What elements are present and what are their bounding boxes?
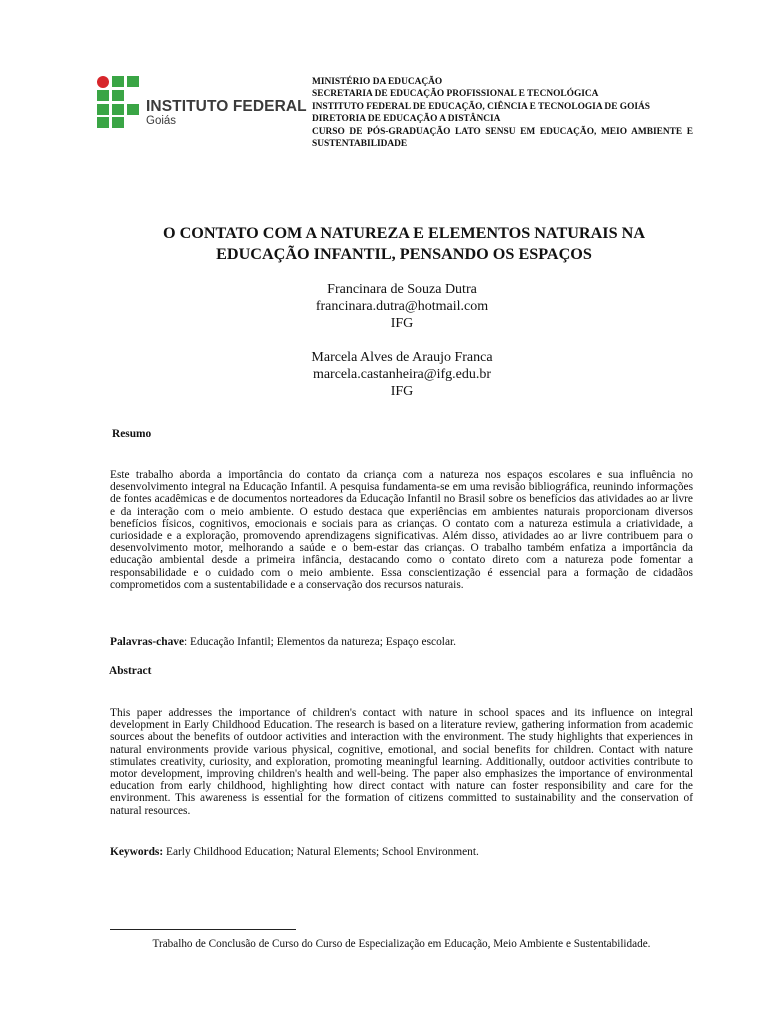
footnote-divider	[110, 929, 296, 930]
institution-logo	[97, 76, 307, 128]
resumo-text: Este trabalho aborda a importância do contato da criança com a natureza nos espaços escolares e sua influência no desenvolvimento integral na Educação Infantil. A pesquisa fundamenta-se em uma revisão bibliográfica, reunindo informações de fontes acadêmicas e de documentos norteadores da Educação Infantil no Brasil sobre os benefícios das atividades ao ar livre e da interação com o meio ambiente. O estudo destaca que experiências em ambientes naturais proporcionam diversos benefícios físicos, cognitivos, emocionais e sociais para as crianças. O contato com a natureza estimula a criatividade, a curiosidade e a exploração, promovendo aprendizagens significativas. Além disso, atividades ao ar livre contribuem para o desenvolvimento motor, melhorando a saúde e o bem-estar das crianças. O trabalho também enfatiza a importância da educação ambiental desde a primeira infância, destacando como o contato direto com a natureza pode fomentar a responsabilidade e o cuidado com o meio ambiente. Essa conscientização é essencial para a formação de cidadãos comprometidos com a sustentabilidade e a conservação dos recursos naturais.	[110, 469, 693, 591]
logo-red-dot	[97, 76, 109, 88]
institution-line: SECRETARIA DE EDUCAÇÃO PROFISSIONAL E TECNOLÓGICA	[312, 89, 599, 100]
institution-line: INSTITUTO FEDERAL DE EDUCAÇÃO, CIÊNCIA E TECNOLOGIA DE GOIÁS	[312, 101, 651, 112]
keywords-label: Keywords:	[110, 846, 164, 858]
author-affiliation: IFG	[390, 316, 414, 331]
institution-line: DIRETORIA DE EDUCAÇÃO A DISTÂNCIA	[312, 114, 501, 125]
keywords-value: Early Childhood Education; Natural Elements; School Environment.	[163, 846, 479, 858]
title-line: EDUCAÇÃO INFANTIL, PENSANDO OS ESPAÇOS	[216, 245, 592, 263]
author-block	[110, 349, 694, 400]
author-name: Marcela Alves de Araujo Franca	[311, 350, 493, 365]
institution-header	[312, 76, 693, 150]
author-block	[110, 281, 694, 332]
author-list	[110, 281, 694, 400]
institution-line: CURSO DE PÓS-GRADUAÇÃO LATO SENSU EM EDUCAÇÃO, MEIO AMBIENTE E SUSTENTABILIDADE	[312, 126, 693, 150]
keywords-label: Palavras-chave	[110, 636, 185, 648]
logo-name: INSTITUTO FEDERAL	[146, 98, 307, 115]
resumo-heading: Resumo	[112, 428, 152, 440]
abstract-heading: Abstract	[109, 665, 152, 677]
author-name: Francinara de Souza Dutra	[327, 282, 477, 297]
resumo-keywords	[110, 636, 693, 649]
title-line: O CONTATO COM A NATUREZA E ELEMENTOS NATURAIS NA	[162, 224, 646, 242]
author-email: marcela.castanheira@ifg.edu.br	[312, 367, 492, 382]
keywords-value: : Educação Infantil; Elementos da natureza; Espaço escolar.	[184, 636, 457, 648]
logo-subtitle: Goiás	[146, 115, 177, 127]
logo-mark-icon	[97, 76, 141, 128]
paper-title	[110, 223, 698, 265]
abstract-keywords	[110, 846, 693, 859]
author-affiliation: IFG	[390, 384, 414, 399]
abstract-text: This paper addresses the importance of children's contact with nature in school spaces and its influence on integral development in Early Childhood Education. The research is based on a literature review, gathering information from academic sources about the benefits of outdoor activities and interaction with the environment. The study highlights that experiences in natural environments provide various physical, cognitive, emotional, and social benefits for children. Contact with nature stimulates creativity, curiosity, and exploration, promoting meaningful learning. Additionally, outdoor activities contribute to motor development, improving children's health and well-being. The paper also emphasizes the importance of environmental education from early childhood, highlighting how direct contact with nature can foster responsibility and care for the environment. This awareness is essential for the formation of citizens committed to sustainability and the conservation of natural resources.	[110, 707, 693, 817]
institution-line: MINISTÉRIO DA EDUCAÇÃO	[312, 77, 443, 87]
footnote: Trabalho de Conclusão de Curso do Curso de Especialização em Educação, Meio Ambiente e Sustentabilidade.	[152, 938, 651, 950]
author-email: francinara.dutra@hotmail.com	[315, 299, 489, 314]
